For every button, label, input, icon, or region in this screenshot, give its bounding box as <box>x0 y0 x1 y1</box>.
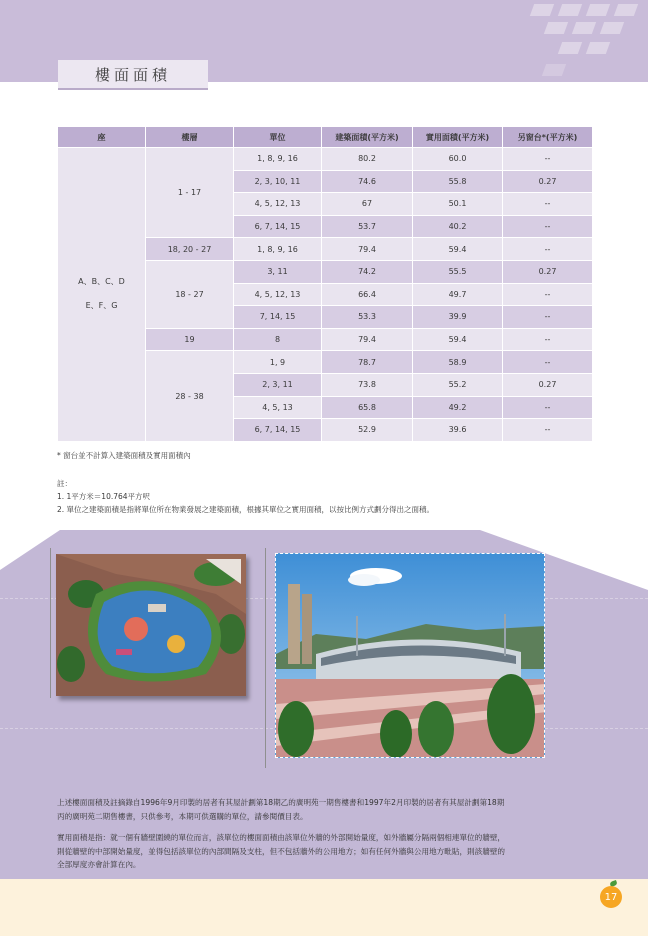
bay-window-footnote: * 窗台並不計算入建築面積及實用面積內 <box>57 451 191 460</box>
stadium-photo <box>275 553 545 758</box>
saleable-cell: 55.5 <box>413 260 503 283</box>
saleable-cell: 55.8 <box>413 170 503 193</box>
gross-cell: 73.8 <box>322 373 413 396</box>
gross-cell: 53.7 <box>322 215 413 238</box>
gross-cell: 78.7 <box>322 351 413 374</box>
unit-cell: 4, 5, 12, 13 <box>234 283 322 306</box>
bay-cell: -- <box>503 283 593 306</box>
saleable-cell: 55.2 <box>413 373 503 396</box>
saleable-cell: 49.7 <box>413 283 503 306</box>
gross-cell: 65.8 <box>322 396 413 419</box>
gross-cell: 67 <box>322 193 413 216</box>
bay-cell: -- <box>503 238 593 261</box>
bay-cell: -- <box>503 351 593 374</box>
floor-cell: 28 - 38 <box>146 351 234 441</box>
unit-cell: 1, 8, 9, 16 <box>234 148 322 171</box>
header-unit: 單位 <box>234 127 322 148</box>
bay-cell: -- <box>503 148 593 171</box>
unit-cell: 3, 11 <box>234 260 322 283</box>
header-floor: 樓層 <box>146 127 234 148</box>
floor-cell: 19 <box>146 328 234 351</box>
block-line-2: E、F、G <box>85 301 118 311</box>
gross-cell: 74.6 <box>322 170 413 193</box>
saleable-cell: 59.4 <box>413 328 503 351</box>
unit-cell: 7, 14, 15 <box>234 306 322 329</box>
saleable-cell: 39.6 <box>413 419 503 442</box>
unit-cell: 4, 5, 13 <box>234 396 322 419</box>
unit-cell: 4, 5, 12, 13 <box>234 193 322 216</box>
bay-cell: -- <box>503 396 593 419</box>
header-bay-window: 另窗台*(平方米) <box>503 127 593 148</box>
unit-cell: 6, 7, 14, 15 <box>234 215 322 238</box>
bay-cell: -- <box>503 419 593 442</box>
unit-cell: 2, 3, 10, 11 <box>234 170 322 193</box>
gross-cell: 74.2 <box>322 260 413 283</box>
footer-band <box>0 879 648 936</box>
saleable-cell: 58.9 <box>413 351 503 374</box>
band-corner-cut <box>0 530 60 570</box>
playground-photo <box>56 554 246 696</box>
saleable-cell: 59.4 <box>413 238 503 261</box>
floor-cell: 1 - 17 <box>146 148 234 238</box>
floor-cell: 18, 20 - 27 <box>146 238 234 261</box>
saleable-cell: 40.2 <box>413 215 503 238</box>
playground-illustration <box>56 554 246 696</box>
decorative-squares <box>520 0 648 82</box>
gross-cell: 80.2 <box>322 148 413 171</box>
bay-cell: -- <box>503 215 593 238</box>
block-cell <box>58 148 146 442</box>
gross-cell: 52.9 <box>322 419 413 442</box>
table-row <box>58 148 593 171</box>
bay-cell: -- <box>503 306 593 329</box>
floor-area-table <box>57 126 593 442</box>
source-paragraph: 上述樓面面積及註摘錄自1996年9月印製的居者有其屋計劃第18期乙的廣明苑一期售樓書和1997年2月印製的居者有其屋計劃第18期丙的廣明苑二期售樓書，只供參考，本期可供選購的單位，請參閱價目表。 <box>57 798 505 821</box>
header-saleable-area: 實用面積(平方米) <box>413 127 503 148</box>
bay-cell: 0.27 <box>503 170 593 193</box>
notes-label: 註： <box>57 479 72 488</box>
definition-paragraph: 實用面積是指：就一個有牆壁圍繞的單位而言，該單位的樓面面積由該單位外牆的外部開始量度，如外牆屬分隔兩個相連單位的牆壁，則從牆壁的中部開始量度，並得包括該單位的內部間隔及支柱，但不包括牆外的公用地方；如有任何外牆與公用地方毗貼，則該牆壁的全部厚度亦會計算在內。 <box>57 833 506 870</box>
note-item-2: 2. 單位之建築面積是指將單位所在物業發展之建築面積，根據其單位之實用面積，以按比例方式劃分得出之面積。 <box>57 505 435 514</box>
saleable-cell: 50.1 <box>413 193 503 216</box>
block-line-1: A、B、C、D <box>78 277 125 287</box>
unit-cell: 1, 9 <box>234 351 322 374</box>
bay-cell: -- <box>503 328 593 351</box>
header-gross-area: 建築面積(平方米) <box>322 127 413 148</box>
saleable-cell: 60.0 <box>413 148 503 171</box>
table-header-row <box>58 127 593 148</box>
unit-cell: 1, 8, 9, 16 <box>234 238 322 261</box>
vertical-rule <box>265 548 266 768</box>
gross-cell: 53.3 <box>322 306 413 329</box>
vertical-rule <box>50 548 51 698</box>
gross-cell: 79.4 <box>322 238 413 261</box>
bay-cell: 0.27 <box>503 373 593 396</box>
page-number: 17 <box>600 886 622 908</box>
unit-cell: 6, 7, 14, 15 <box>234 419 322 442</box>
header-block: 座 <box>58 127 146 148</box>
stadium-illustration <box>276 554 545 758</box>
saleable-cell: 39.9 <box>413 306 503 329</box>
page-title: 樓面面積 <box>58 60 208 90</box>
note-item-1: 1. 1平方米＝10.764平方呎 <box>57 492 151 501</box>
gross-cell: 79.4 <box>322 328 413 351</box>
floor-cell: 18 - 27 <box>146 260 234 328</box>
saleable-cell: 49.2 <box>413 396 503 419</box>
unit-cell: 2, 3, 11 <box>234 373 322 396</box>
gross-cell: 66.4 <box>322 283 413 306</box>
bay-cell: 0.27 <box>503 260 593 283</box>
unit-cell: 8 <box>234 328 322 351</box>
bay-cell: -- <box>503 193 593 216</box>
